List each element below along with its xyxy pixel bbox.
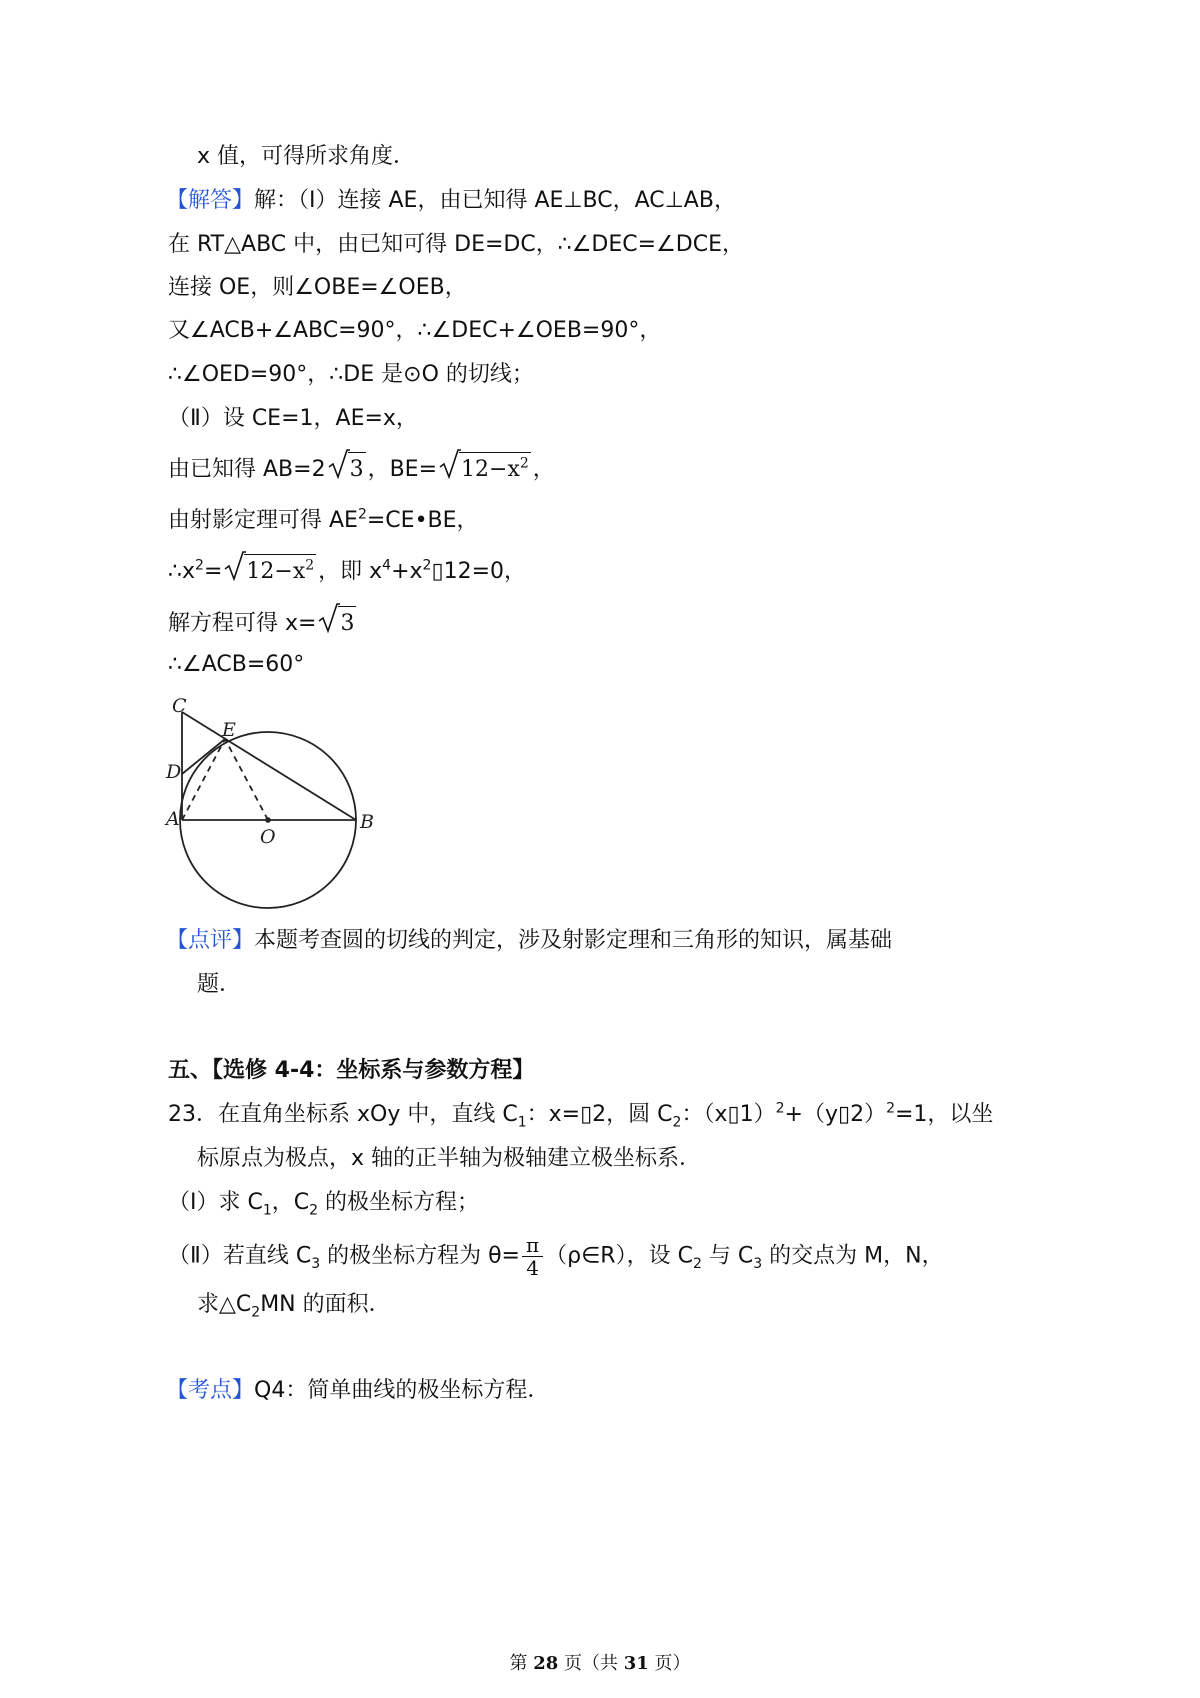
line-text: Q4：简单曲线的极坐标方程． [254, 1378, 550, 1403]
superscript: 4 [382, 557, 392, 574]
keypoint-tag: 【考点】 [166, 1378, 255, 1403]
line-text: ∴∠ACB=60° [168, 652, 305, 677]
line-text: ：（x▯1） [681, 1102, 776, 1127]
line-text: x 值，可得所求角度． [197, 144, 416, 169]
subscript: 2 [692, 1255, 702, 1272]
label-o: O [260, 826, 276, 848]
sqrt-expression [439, 452, 531, 485]
radicand-text: 12−x [246, 559, 306, 584]
line-text: =1，以坐 [895, 1102, 994, 1127]
text-line [168, 273, 467, 303]
keypoint-line [166, 1376, 549, 1406]
footer-text: 页） [648, 1653, 691, 1674]
sqrt-expression [224, 554, 316, 587]
line-text: ∴∠OED=90°，∴DE 是⊙O 的切线； [168, 362, 534, 387]
line-text: 的极坐标方程为 θ= [320, 1243, 520, 1269]
fraction-numerator: π [522, 1234, 543, 1257]
label-a: A [166, 808, 180, 830]
line-text: 解：（Ⅰ）连接 AE，由已知得 AE⊥BC，AC⊥AB， [254, 188, 736, 213]
sqrt-expression [318, 606, 356, 639]
radical-sign-icon [224, 550, 246, 582]
line-text: 标原点为极点，x 轴的正半轴为极轴建立极坐标系． [197, 1146, 702, 1171]
text-line [168, 404, 418, 434]
superscript: 2 [195, 557, 204, 574]
segment-cb [182, 712, 356, 820]
subscript: 1 [262, 1202, 272, 1219]
footer-text: 第 [509, 1653, 534, 1674]
question-line [168, 1100, 993, 1130]
subscript: 2 [251, 1304, 261, 1321]
answer-tag: 【解答】 [166, 188, 255, 213]
line-text: ：x=▯2，圆 C [526, 1102, 673, 1127]
line-text: （Ⅰ）求 C [168, 1190, 263, 1215]
line-text: 求△C [197, 1292, 252, 1317]
fraction-pi-over-4 [522, 1234, 543, 1279]
line-text: 本题考查圆的切线的判定，涉及射影定理和三角形的知识，属基础 [254, 928, 893, 953]
radicand [459, 452, 531, 485]
text-line [197, 1144, 701, 1174]
radical-sign-icon [318, 602, 340, 634]
line-text: +（y▯2） [784, 1102, 887, 1127]
line-text: （Ⅱ）若直线 C [168, 1243, 312, 1269]
text-line [168, 606, 358, 639]
label-d: D [166, 761, 182, 783]
point-o [265, 817, 271, 823]
radicand: 3 [348, 452, 366, 485]
footer-text: 页（共 [558, 1653, 624, 1674]
line-text: ▯12=0， [431, 559, 527, 584]
radicand [244, 554, 316, 587]
heading-text: 五、【选修 4-4：坐标系与参数方程】 [168, 1058, 535, 1083]
line-text: 的交点为 M，N， [762, 1243, 944, 1269]
segment-de [182, 739, 225, 774]
answer-line [166, 186, 736, 216]
line-text: 23．在直角坐标系 xOy 中，直线 C [168, 1102, 518, 1127]
text-line [168, 650, 304, 680]
segment-ae-dashed [182, 739, 225, 820]
line-text: 的极坐标方程； [318, 1190, 480, 1215]
line-text: 由射影定理可得 AE [168, 508, 358, 533]
line-text: MN 的面积． [260, 1292, 391, 1317]
superscript: 2 [357, 506, 367, 523]
line-text: ，BE= [367, 457, 438, 482]
line-text: = [203, 559, 223, 584]
subscript: 3 [311, 1255, 321, 1272]
line-text: （ρ∈R），设 C [545, 1243, 693, 1269]
label-b: B [360, 811, 374, 833]
subscript: 2 [672, 1114, 682, 1131]
line-text: ，即 x [318, 559, 383, 584]
line-text: 在 RT△ABC 中，由已知可得 DE=DC，∴∠DEC=∠DCE， [168, 232, 744, 257]
text-line [168, 360, 534, 390]
radical-sign-icon [328, 448, 350, 480]
superscript: 2 [305, 557, 315, 574]
text-line [168, 506, 479, 536]
superscript: 2 [775, 1100, 785, 1117]
line-text: 连接 OE，则∠OBE=∠OEB， [168, 275, 467, 300]
line-text: （Ⅱ）设 CE=1，AE=x， [168, 406, 418, 431]
line-text: 又∠ACB+∠ABC=90°，∴∠DEC+∠OEB=90°， [168, 318, 662, 343]
label-c: C [172, 695, 187, 717]
radicand: 3 [338, 606, 356, 639]
line-text: +x [391, 559, 423, 584]
comment-line [166, 926, 892, 956]
text-line [197, 142, 415, 172]
text-line [168, 316, 661, 346]
text-line [197, 970, 241, 1000]
comment-tag: 【点评】 [166, 928, 255, 953]
geometry-figure [160, 690, 390, 915]
fraction-denominator: 4 [526, 1256, 539, 1280]
text-line [168, 1188, 479, 1218]
line-text: ， [532, 457, 555, 482]
line-text: 由已知得 AB=2 [168, 457, 326, 482]
line-text: ，C [271, 1190, 310, 1215]
line-text: =CE•BE， [366, 508, 479, 533]
page-total: 31 [623, 1653, 649, 1674]
page-number: 28 [533, 1653, 559, 1674]
subscript: 1 [517, 1114, 527, 1131]
section-heading [168, 1056, 534, 1086]
line-text: ∴x [168, 559, 196, 584]
text-line [168, 554, 526, 587]
radicand-text: 12−x [461, 457, 520, 482]
superscript: 2 [886, 1100, 895, 1117]
line-text: 与 C [701, 1243, 754, 1269]
line-text: 题． [197, 972, 242, 997]
sqrt-expression [328, 452, 366, 485]
subscript: 2 [309, 1202, 319, 1219]
text-line [168, 1234, 944, 1279]
superscript: 2 [422, 557, 432, 574]
text-line [168, 452, 555, 485]
subscript: 3 [753, 1255, 763, 1272]
page-footer [0, 1652, 1200, 1676]
label-e: E [222, 719, 236, 741]
line-text: 解方程可得 x= [168, 611, 317, 636]
radical-sign-icon [439, 448, 461, 480]
text-line [197, 1290, 391, 1320]
text-line [168, 230, 744, 260]
superscript: 2 [519, 455, 529, 472]
